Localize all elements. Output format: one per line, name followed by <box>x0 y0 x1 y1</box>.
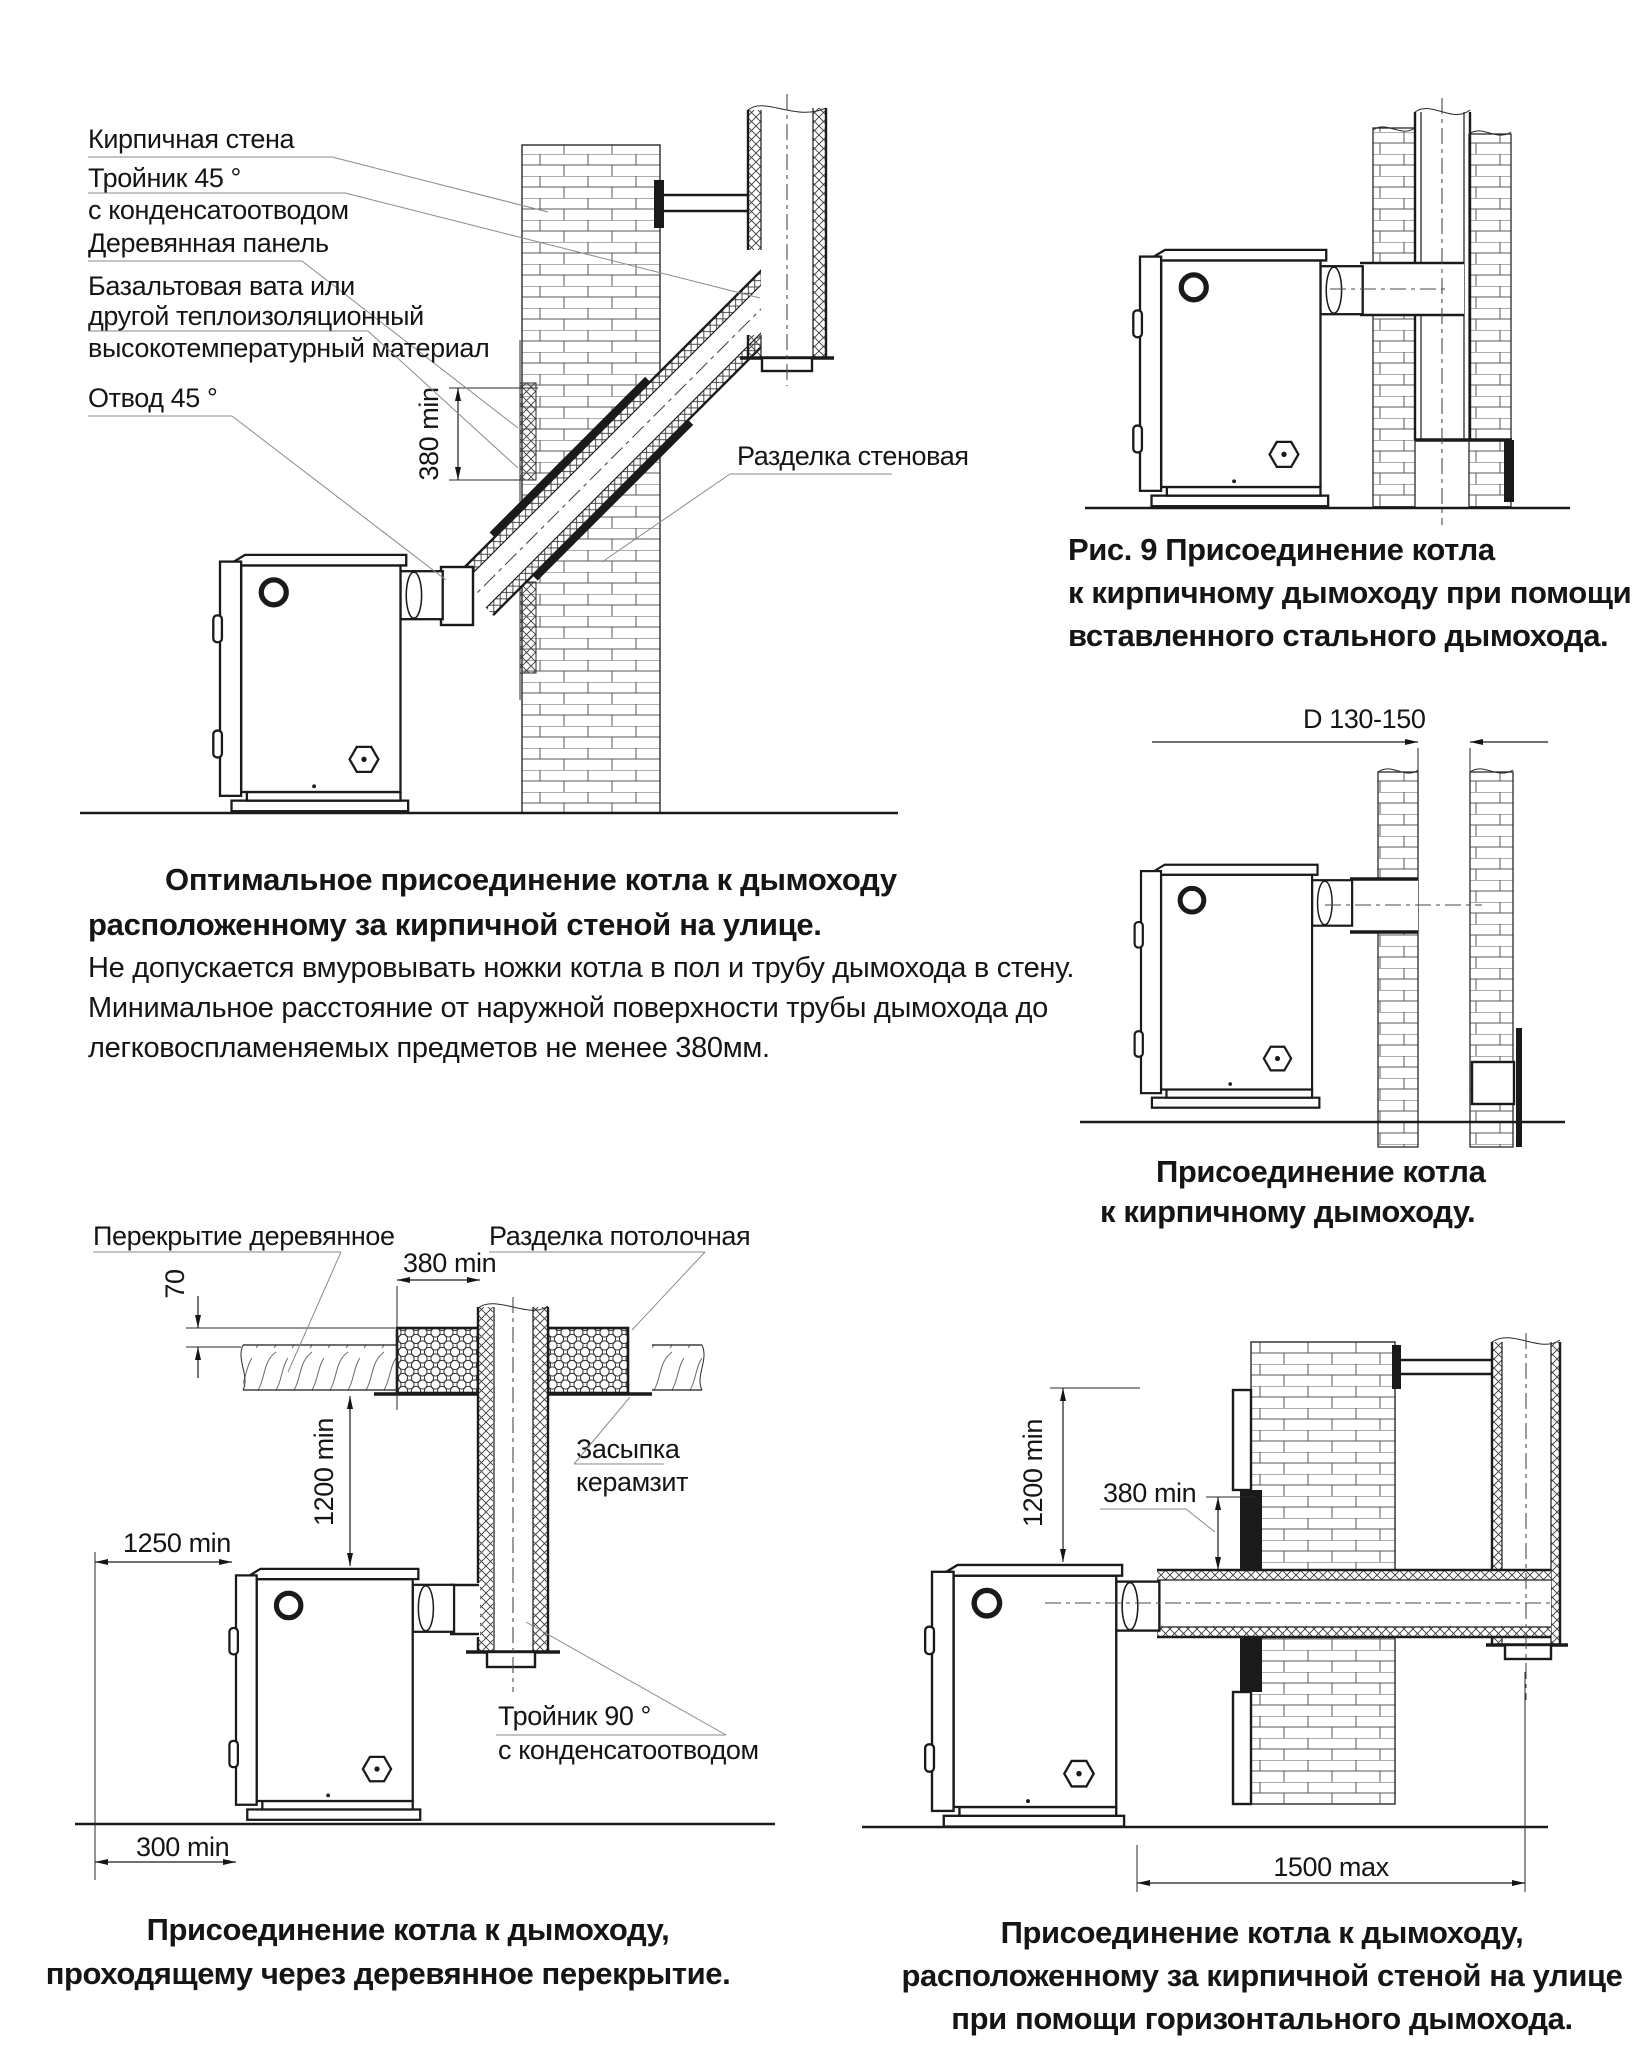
label-elbow-45: Отвод 45 ° <box>88 383 218 413</box>
vertical-chimney <box>740 94 834 386</box>
label-basalt-1: Базальтовая вата или <box>88 271 355 301</box>
wall-bracket <box>1392 1345 1492 1389</box>
note-body-1: Не допускается вмуровывать ножки котла в пол и трубу дымохода в стену. <box>88 952 1075 984</box>
callout-labels <box>93 1221 759 1765</box>
boiler <box>1135 865 1352 1108</box>
note-title-2: расположенному за кирпичной стеной на улице. <box>88 907 822 942</box>
fig9-caption-2: к кирпичному дымоходу при помощи <box>1068 575 1632 610</box>
dim-300-label: 300 min <box>136 1832 230 1862</box>
diagram-horizontal-flue <box>862 1333 1623 2036</box>
label-brick-wall: Кирпичная стена <box>88 124 295 154</box>
label-ceiling-cut: Разделка потолочная <box>489 1221 751 1251</box>
label-tee45-2: с конденсатоотводом <box>88 195 349 225</box>
caption-2: расположенному за кирпичной стеной на улице <box>901 1958 1623 1993</box>
boiler <box>213 555 442 811</box>
dim-d-label: D 130-150 <box>1303 704 1426 734</box>
dim-380-label: 380 min <box>414 387 444 481</box>
caption-1: Присоединение котла <box>1156 1154 1486 1189</box>
fig9-caption-1: Рис. 9 Присоединение котла <box>1068 532 1495 567</box>
brick-column-left <box>1373 128 1415 507</box>
note-paragraph <box>88 862 1074 1064</box>
boiler <box>925 1565 1159 1827</box>
wall-bracket <box>654 180 748 228</box>
elbow-45 <box>441 567 473 625</box>
cleanout-door <box>1472 1062 1514 1104</box>
note-title-1: Оптимальное присоединение котла к дымоходу <box>165 862 897 897</box>
dim-70-label: 70 <box>160 1269 190 1299</box>
dim-380-label: 380 min <box>403 1248 497 1278</box>
fig9-caption-3: вставленного стального дымохода. <box>1068 618 1609 653</box>
caption-2: проходящему через деревянное перекрытие. <box>45 1956 731 1991</box>
dimension-380 <box>414 387 538 480</box>
dim-1500-label: 1500 max <box>1273 1852 1389 1882</box>
label-wood-panel: Деревянная панель <box>88 228 329 258</box>
dim-1200-label: 1200 min <box>1018 1419 1048 1527</box>
label-tee90-1: Тройник 90 ° <box>498 1701 651 1731</box>
brick-column-left <box>1378 772 1418 1147</box>
label-wall-cut: Разделка стеновая <box>737 441 969 471</box>
label-basalt-2: другой теплоизоляционный <box>88 301 424 331</box>
boiler <box>229 1569 454 1820</box>
note-body-3: легковоспламеняемых предметов не менее 380мм. <box>88 1032 770 1064</box>
diagram-brick-chimney <box>1080 704 1565 1229</box>
diagram-45deg-through-wall <box>80 94 969 813</box>
caption-3: при помощи горизонтального дымохода. <box>951 2001 1573 2036</box>
label-basalt-3: высокотемпературный материал <box>88 333 490 363</box>
dim-1250-label: 1250 min <box>123 1528 231 1558</box>
diagram-steel-liner <box>1068 98 1631 653</box>
label-tee45-1: Тройник 45 ° <box>88 163 241 193</box>
diagram-through-ceiling <box>46 1221 775 1991</box>
label-fill-2: керамзит <box>576 1467 689 1497</box>
caption-2: к кирпичному дымоходу. <box>1100 1194 1476 1229</box>
caption-1: Присоединение котла к дымоходу, <box>1000 1915 1524 1950</box>
label-ceiling: Перекрытие деревянное <box>93 1221 395 1251</box>
boiler <box>1133 250 1362 506</box>
label-fill-1: Засыпка <box>576 1434 680 1464</box>
caption-1: Присоединение котла к дымоходу, <box>146 1912 670 1947</box>
note-body-2: Минимальное расстояние от наружной поверхности трубы дымохода до <box>88 992 1048 1024</box>
dim-1200-label: 1200 min <box>309 1418 339 1526</box>
dim-380-label: 380 min <box>1103 1478 1197 1508</box>
label-tee90-2: с конденсатоотводом <box>498 1735 759 1765</box>
